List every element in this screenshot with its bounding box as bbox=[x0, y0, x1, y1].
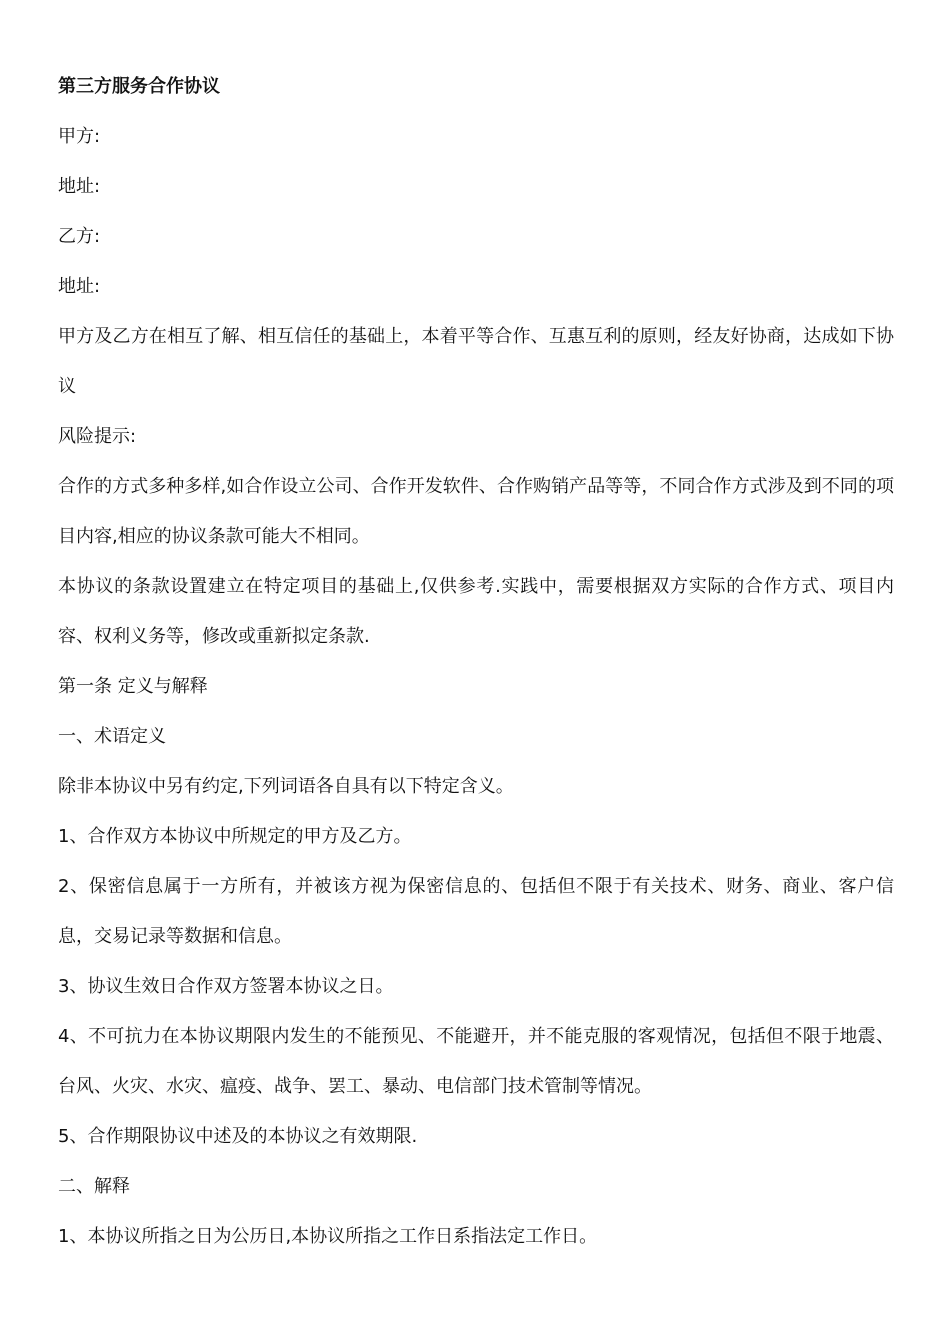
risk-heading: 风险提示: bbox=[58, 426, 137, 447]
definition-item-3: 3、协议生效日合作双方签署本协议之日。 bbox=[58, 976, 394, 997]
definition-item-1: 1、合作双方本协议中所规定的甲方及乙方。 bbox=[58, 826, 412, 847]
document-body bbox=[58, 62, 894, 1262]
article-1-heading: 第一条 定义与解释 bbox=[58, 676, 208, 697]
party-a-address-label: 地址: bbox=[58, 176, 101, 197]
party-b-label: 乙方: bbox=[58, 226, 101, 247]
party-b-address-label: 地址: bbox=[58, 276, 101, 297]
section-1-heading: 一、术语定义 bbox=[58, 726, 166, 747]
risk-paragraph-2: 本协议的条款设置建立在特定项目的基础上,仅供参考.实践中，需要根据双方实际的合作方式、项目内容、权利义务等，修改或重新拟定条款. bbox=[58, 576, 894, 647]
intro-paragraph: 甲方及乙方在相互了解、相互信任的基础上，本着平等合作、互惠互利的原则，经友好协商，达成如下协议 bbox=[58, 326, 894, 397]
definitions-intro: 除非本协议中另有约定,下列词语各自具有以下特定含义。 bbox=[58, 776, 514, 797]
definition-item-5: 5、合作期限协议中述及的本协议之有效期限. bbox=[58, 1126, 418, 1147]
document-title: 第三方服务合作协议 bbox=[58, 76, 220, 97]
risk-paragraph-1: 合作的方式多种多样,如合作设立公司、合作开发软件、合作购销产品等等，不同合作方式涉及到不同的项目内容,相应的协议条款可能大不相同。 bbox=[58, 476, 894, 547]
definition-item-2: 2、保密信息属于一方所有，并被该方视为保密信息的、包括但不限于有关技术、财务、商业、客户信息，交易记录等数据和信息。 bbox=[58, 876, 894, 947]
interpretation-item-1: 1、本协议所指之日为公历日,本协议所指之工作日系指法定工作日。 bbox=[58, 1226, 598, 1247]
definition-item-4: 4、不可抗力在本协议期限内发生的不能预见、不能避开，并不能克服的客观情况，包括但不限于地震、台风、火灾、水灾、瘟疫、战争、罢工、暴动、电信部门技术管制等情况。 bbox=[58, 1026, 894, 1097]
party-a-label: 甲方: bbox=[58, 126, 101, 147]
section-2-heading: 二、解释 bbox=[58, 1176, 130, 1197]
